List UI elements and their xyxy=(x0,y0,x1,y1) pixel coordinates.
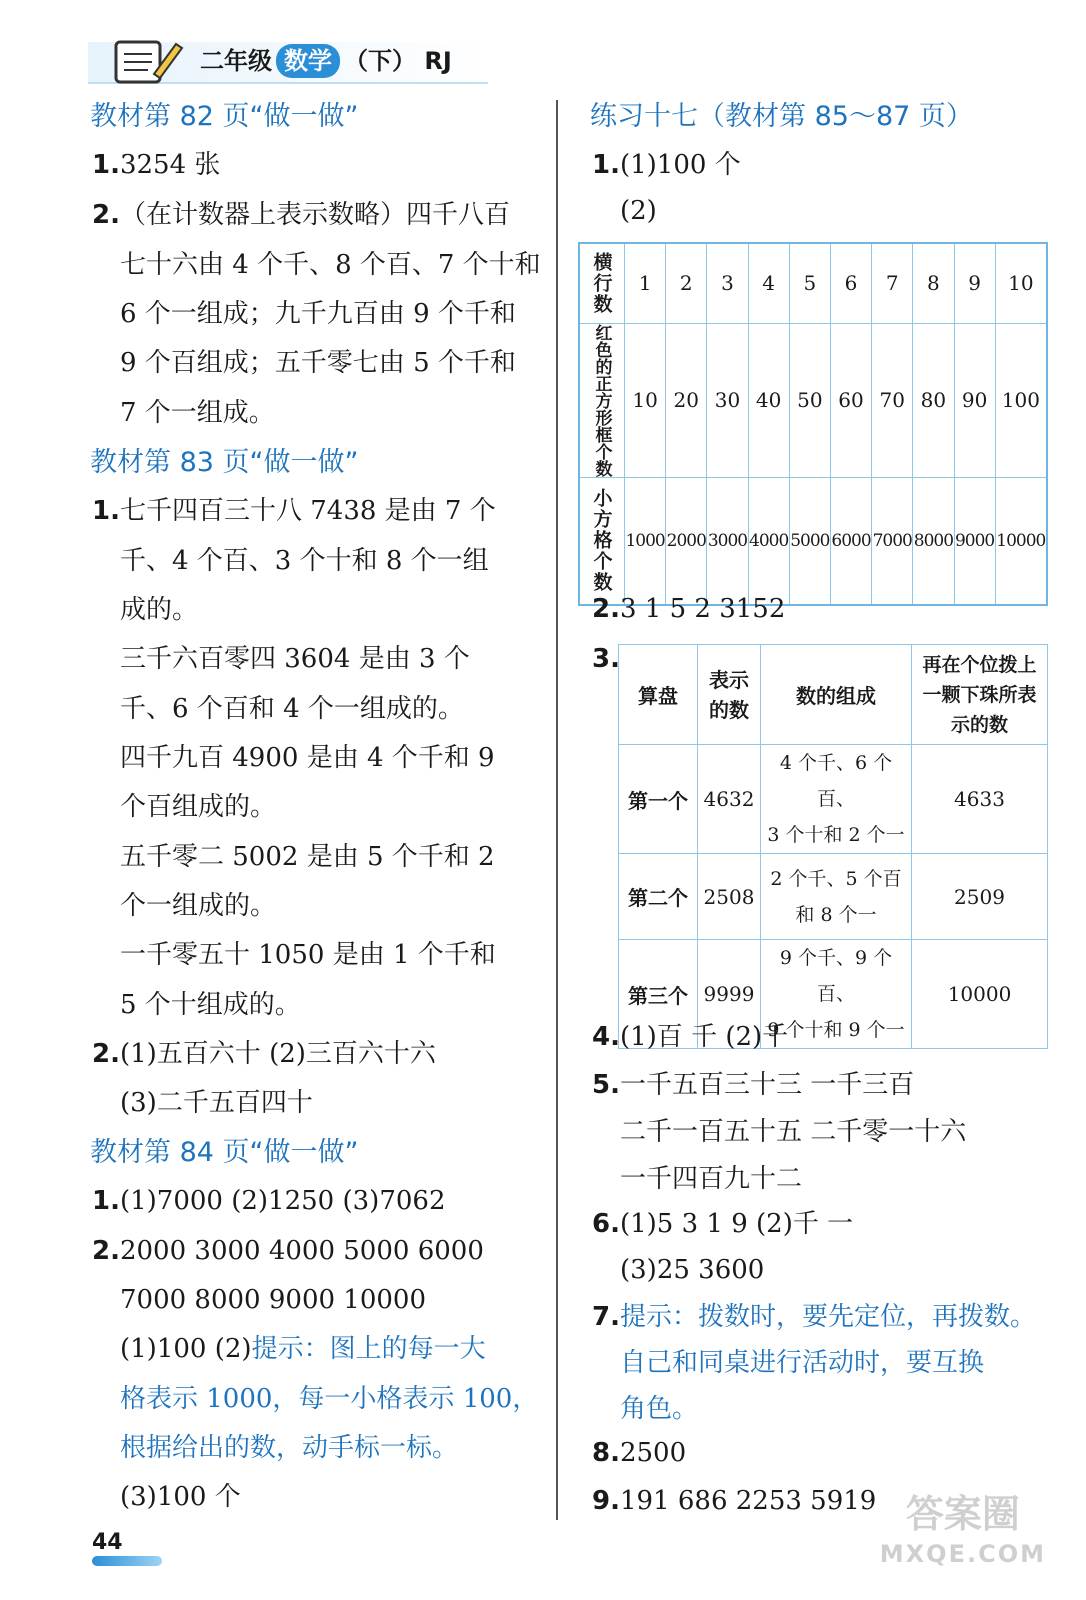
answer-83-2-line2: (3)二千五百四十 xyxy=(120,1088,313,1118)
table1-cell: 4000 xyxy=(748,477,789,605)
answer-82-2-line4: 9 个百组成；五千零七由 5 个千和 xyxy=(120,348,516,378)
squares-count-table xyxy=(578,242,1048,606)
table1-cell: 6000 xyxy=(830,477,871,605)
ex-3-label: 3. xyxy=(592,644,620,674)
table1-cell: 8 xyxy=(913,243,954,323)
table1-cell: 2000 xyxy=(666,477,707,605)
answer-84-2-hint2: 格表示 1000，每一小格表示 100， xyxy=(120,1384,539,1414)
ex-7-line3: 角色。 xyxy=(620,1394,699,1424)
column-divider xyxy=(556,100,558,1520)
ex-2: 2.3 1 5 2 3152 xyxy=(592,594,786,624)
header-composition: 数的组成 xyxy=(761,645,912,745)
ex-7-line1: 7.提示：拨数时，要先定位，再拨数。 xyxy=(592,1302,1036,1332)
abacus-name: 第二个 xyxy=(619,854,698,940)
answer-83-1-line1: 1.七千四百三十八 7438 是由 7 个 xyxy=(92,496,496,526)
composition-line: 9 个千、9 个百、 xyxy=(779,947,893,1005)
abacus-value: 2508 xyxy=(698,854,761,940)
table1-cell: 70 xyxy=(872,323,913,477)
row-head-red-squares: 红色的正方形框个数 xyxy=(579,323,625,477)
abacus-name: 第三个 xyxy=(619,940,698,1049)
abacus-row xyxy=(619,854,1048,940)
ex-8: 8.2500 xyxy=(592,1438,687,1468)
answer-83-1-line4: 三千六百零四 3604 是由 3 个 xyxy=(120,644,470,674)
composition-line: 2 个千、5 个百 xyxy=(770,867,902,890)
answer-83-1-line7: 个百组成的。 xyxy=(120,792,277,822)
table1-cell: 60 xyxy=(830,323,871,477)
answer-83-1-line2: 千、4 个百、3 个十和 8 个一组 xyxy=(120,546,489,576)
answer-83-1-line11: 5 个十组成的。 xyxy=(120,990,301,1020)
table1-cell: 80 xyxy=(913,323,954,477)
abacus-composition xyxy=(761,854,912,940)
grade-label: 二年级 xyxy=(200,47,272,75)
answer-82-2-line1: 2.（在计数器上表示数略）四千八百 xyxy=(92,200,510,230)
answer-83-1-line10: 一千零五十 1050 是由 1 个千和 xyxy=(120,940,496,970)
ex-7-line2: 自己和同桌进行活动时，要互换 xyxy=(620,1348,985,1378)
abacus-next-value: 2509 xyxy=(912,854,1048,940)
ex-9: 9.191 686 2253 5919 xyxy=(592,1486,877,1516)
section-heading-exercise17: 练习十七（教材第 85～87 页） xyxy=(590,101,973,132)
answer-84-1: 1.(1)7000 (2)1250 (3)7062 xyxy=(92,1186,446,1216)
table1-cell: 4 xyxy=(748,243,789,323)
abacus-next-value: 4633 xyxy=(912,745,1048,854)
row-head-small-squares: 小方格个数 xyxy=(579,477,625,605)
abacus-value: 4632 xyxy=(698,745,761,854)
composition-line: 和 8 个一 xyxy=(795,903,877,926)
abacus-row xyxy=(619,745,1048,854)
table1-cell: 9 xyxy=(954,243,995,323)
table1-cell: 7 xyxy=(872,243,913,323)
answer-84-2-line1: 2.2000 3000 4000 5000 6000 xyxy=(92,1236,484,1266)
answer-82-2-line5: 7 个一组成。 xyxy=(120,398,275,428)
table1-cell: 100 xyxy=(995,323,1047,477)
header-add-bead: 再在个位拨上一颗下珠所表示的数 xyxy=(912,645,1048,745)
composition-line: 3 个十和 2 个一 xyxy=(767,824,905,846)
watermark-logo: 答案圈 MXQE.COM xyxy=(879,1492,1046,1568)
ex-5-line1: 5.一千五百三十三 一千三百 xyxy=(592,1070,915,1100)
section-heading-82: 教材第 82 页“做一做” xyxy=(90,101,359,132)
table1-cell: 9000 xyxy=(954,477,995,605)
page-number-decoration xyxy=(92,1556,162,1566)
abacus-name: 第一个 xyxy=(619,745,698,854)
table1-cell: 30 xyxy=(707,323,748,477)
row-head-rows: 横行数 xyxy=(579,243,625,323)
table1-cell: 10 xyxy=(995,243,1047,323)
table1-cell: 90 xyxy=(954,323,995,477)
ex-6-line1: 6.(1)5 3 1 9 (2)千 一 xyxy=(592,1209,854,1239)
header-title xyxy=(200,44,452,78)
table1-cell: 6 xyxy=(830,243,871,323)
abacus-composition xyxy=(761,745,912,854)
ex-1-b: (2) xyxy=(620,196,657,226)
composition-line: 9 个十和 9 个一 xyxy=(767,1019,905,1041)
answer-83-1-line6: 四千九百 4900 是由 4 个千和 9 xyxy=(120,743,495,773)
subject-badge: 数学 xyxy=(276,44,340,78)
ex-6-line2: (3)25 3600 xyxy=(620,1255,765,1285)
composition-line: 4 个千、6 个百、 xyxy=(779,752,893,810)
answer-84-2-part3: (3)100 个 xyxy=(120,1482,241,1512)
table1-cell: 2 xyxy=(666,243,707,323)
answer-82-2-line2: 七十六由 4 个千、8 个百、7 个十和 xyxy=(120,250,541,280)
table1-cell: 3000 xyxy=(707,477,748,605)
section-heading-83: 教材第 83 页“做一做” xyxy=(90,447,359,478)
table1-cell: 10 xyxy=(625,323,666,477)
header-abacus: 算盘 xyxy=(619,645,698,745)
abacus-table xyxy=(618,644,1048,1049)
answer-83-1-line5: 千、6 个百和 4 个一组成的。 xyxy=(120,694,464,724)
answer-84-2-part1: (1)100 (2)提示：图上的每一大 xyxy=(120,1334,486,1364)
answer-82-1: 1.3254 张 xyxy=(92,150,221,180)
table1-cell: 1000 xyxy=(625,477,666,605)
table1-cell: 20 xyxy=(666,323,707,477)
table1-cell: 8000 xyxy=(913,477,954,605)
answer-84-2-hint3: 根据给出的数，动手标一标。 xyxy=(120,1433,459,1463)
page-number: 44 xyxy=(92,1530,123,1555)
ex-5-line3: 一千四百九十二 xyxy=(620,1164,803,1194)
book-pencil-icon xyxy=(108,30,188,90)
ex-5-line2: 二千一百五十五 二千零一十六 xyxy=(620,1117,967,1147)
answer-83-1-line8: 五千零二 5002 是由 5 个千和 2 xyxy=(120,842,495,872)
table1-cell: 3 xyxy=(707,243,748,323)
table1-cell: 10000 xyxy=(995,477,1047,605)
table1-cell: 5 xyxy=(789,243,830,323)
abacus-next-value: 10000 xyxy=(912,940,1048,1049)
answer-83-2-line1: 2.(1)五百六十 (2)三百六十六 xyxy=(92,1039,436,1069)
edition-label: （下） RJ xyxy=(344,47,452,75)
answer-82-2-line3: 6 个一组成；九千九百由 9 个千和 xyxy=(120,299,516,329)
table1-cell: 7000 xyxy=(872,477,913,605)
abacus-value: 9999 xyxy=(698,940,761,1049)
answer-83-1-line3: 成的。 xyxy=(120,595,199,625)
ex-4: 4.(1)百 千 (2)千 xyxy=(592,1022,789,1052)
header-number: 表示的数 xyxy=(698,645,761,745)
table1-cell: 5000 xyxy=(789,477,830,605)
table1-cell: 1 xyxy=(625,243,666,323)
answer-84-2-line2: 7000 8000 9000 10000 xyxy=(120,1285,427,1315)
section-heading-84: 教材第 84 页“做一做” xyxy=(90,1137,359,1168)
table1-cell: 50 xyxy=(789,323,830,477)
ex-1-a: 1.(1)100 个 xyxy=(592,150,741,180)
table1-cell: 40 xyxy=(748,323,789,477)
answer-83-1-line9: 个一组成的。 xyxy=(120,891,277,921)
